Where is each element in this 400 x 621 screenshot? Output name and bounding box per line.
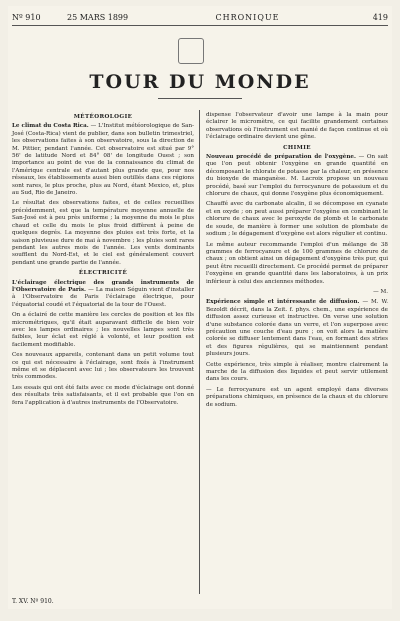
page-title: TOUR DU MONDE [89,71,311,93]
running-header [12,10,388,24]
issue-number: Nº 910 [12,12,41,22]
article-text: — L'Institut météorologique de San-José (Costa-Rica) vient de publier, dans son bulletin trimestriel, les observations faites à son observatoire, sous la direction de M. Pittier, pendant l'année. Cet observatoire est situé par 9° 56' de latitude Nord et 84° 08' de longitude Ouest ; son importance au point de vue de la connaissance du climat de l'Amérique centrale est d'autant plus grande que, pour nos réseaux, les établissements aussi bien outillés dans ces régions sont rares, le plus proche, plus au Nord, étant Mexico, et, plus au Sud, Rio de Janeiro. [12,123,195,197]
article-title: Nouveau procédé de préparation de l'oxygène. [206,154,356,161]
article-title: Expérience simple et intéressante de diffusion. [206,299,360,306]
article-costa-rica [12,123,194,197]
article-text: — La maison Séguin vient d'installer à l'Observatoire de Paris l'éclairage électrique, pour l'équatorial coudé et l'équatorial de la tour de l'Ouest. [12,286,194,308]
article-paragraph: Le résultat des observations faites, et de celles recueillies précédemment, est que la température moyenne annuelle de San-José est à peu près uniforme ; la moyenne du mois le plus chaud et celle du mois le plus froid diffèrent à peine de quelques degrés. La moyenne des pluies est très forte, et la saison pluvieuse dure de mai à novembre ; les pluies sont rares pendant les autres mois de l'année. Les vents dominants soufflent du Nord-Est, et le ciel est généralement couvert pendant une grande partie de l'année. [12,200,194,266]
header-rule [12,25,388,26]
section-name: CHRONIQUE [215,12,280,22]
ornament-icon [178,38,204,64]
article-title: L'éclairage électrique des grands instruments de l'Observatoire de Paris. [12,279,194,293]
page-number: 419 [372,12,388,22]
article-eclairage [12,280,194,310]
page [8,6,392,609]
heading-chimie: CHIMIE [283,144,311,151]
article-paragraph: — Le ferrocyanure est un agent employé dans diverses préparations chimiques, en présence de la chaux et du chlorure de sodium. [206,386,388,408]
article-paragraph: On a éclairé de cette manière les cercles de position et les fils micrométriques, qu'il était auparavant difficile de bien voir avec les lampes ordinaires ; les nouvelles lampes sont très faibles, leur éclat est réglé à volonté, et leur position est facilement modifiable. [12,312,194,348]
article-paragraph: Les essais qui ont été faits avec ce mode d'éclairage ont donné des résultats très satisfaisants, et il est probable que l'on en fera l'application à d'autres instruments de l'Observatoire. [12,384,194,406]
article-text: — M. W. Bezoldt décrit, dans la Zeit. f. phys. chem., une expérience de diffusion assez curieuse et instructive. On verse une solution d'une substance colorée dans un verre, et l'on superpose avec précaution une couche d'eau pure ; on voit alors la matière colorée se diffuser lentement dans l'eau, en formant des stries et des figures régulières, qui se maintiennent pendant plusieurs jours. [206,299,389,358]
heading-meteorologie: MÉTÉOROLOGIE [73,114,133,120]
column-divider [199,110,200,594]
footer-volume: T. XV. Nº 910. [12,598,54,605]
right-column [206,112,388,598]
article-text: — On sait que l'on peut obtenir l'oxygène en grande quantité en décomposant le chlorate de potasse par la chaleur, en présence du bioxyde de manganèse. M. Lacroix propose un nouveau procédé, basé sur l'emploi du ferrocyanure de potassium et du chlorure de chaux, qui donne l'oxygène plus économiquement. [206,154,389,198]
author-signature: — M. [373,288,388,295]
title-rule [158,98,242,99]
article-paragraph: Le même auteur recommande l'emploi d'un mélange de 38 grammes de ferrocyanure et de 100 grammes de chlorure de chaux ; on obtient ainsi un dégagement d'oxygène très pur, qui peut être recueilli directement. Ce procédé permet de préparer l'oxygène en grande quantité dans les laboratoires, à un prix inférieur à celui des anciennes méthodes. [206,241,388,285]
left-column [12,112,194,592]
issue-date: 25 MARS 1899 [67,12,129,22]
article-paragraph: Cette expérience, très simple à réaliser, montre clairement la marche de la diffusion des liquides et peut servir utilement dans les cours. [206,361,388,383]
article-paragraph: Ces nouveaux appareils, contenant dans un petit volume tout ce qui est nécessaire à l'éclairage, sont fixés à l'instrument même et se déplacent avec lui ; les observateurs les trouvent très commodes. [12,352,194,381]
article-title: Le climat du Costa Rica. [12,123,89,130]
heading-electricite: ÉLECTRICITÉ [78,270,128,277]
article-diffusion [206,299,388,358]
article-paragraph: Chauffé avec du carbonate alcalin, il se décompose en cyanate et en oxyde ; on peut aussi préparer l'oxygène en combinant le chlorure de chaux avec le peroxyde de plomb et le carbonate de soude, de manière à former une solution de plombate de sodium ; le dégagement d'oxygène est alors régulier et continu. [206,201,388,238]
article-paragraph: dispense l'observateur d'avoir une lampe à la main pour éclairer le micromètre, ce qui facilite grandement certaines observations où l'instrument est manié de façon continue et où l'éclairage ordinaire devient une gêne. [206,112,388,141]
article-oxygene [206,154,388,198]
